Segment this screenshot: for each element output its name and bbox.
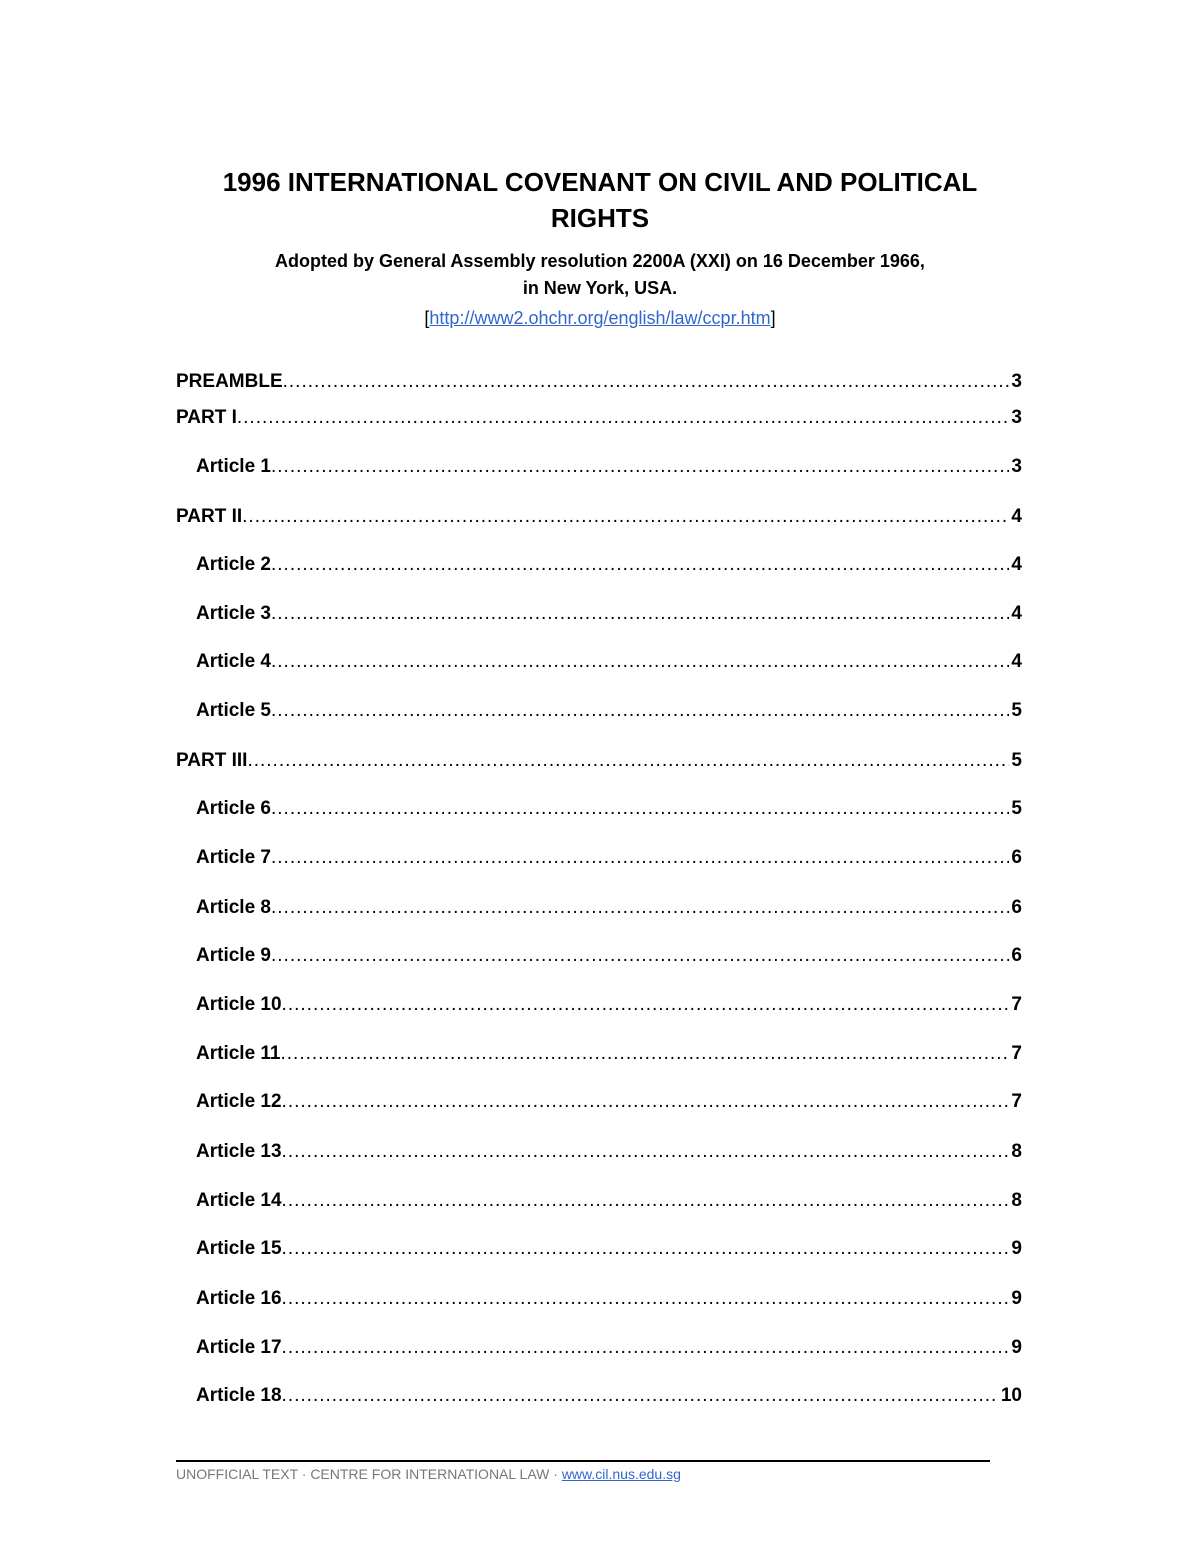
toc-dot-leader: [271, 649, 1009, 675]
toc-entry[interactable]: [176, 943, 1022, 969]
toc-entry-label: Article 14: [196, 1190, 282, 1211]
toc-entry-page-number: 5: [1011, 750, 1022, 771]
toc-entry-label: Article 8: [196, 897, 271, 918]
toc-dot-leader: [242, 504, 1009, 530]
toc-entry[interactable]: [176, 454, 1022, 480]
toc-entry[interactable]: [176, 845, 1022, 871]
footer-text: UNOFFICIAL TEXT · CENTRE FOR INTERNATIONAL LAW ·: [176, 1466, 562, 1482]
toc-entry[interactable]: [176, 1383, 1022, 1409]
toc-dot-leader: [282, 1335, 1010, 1361]
toc-dot-leader: [237, 405, 1010, 431]
toc-entry-label: Article 1: [196, 456, 271, 477]
toc-dot-leader: [281, 1041, 1010, 1067]
page-footer: [176, 1465, 681, 1483]
toc-entry-label: PART I: [176, 407, 237, 428]
toc-entry[interactable]: [176, 649, 1022, 675]
source-close-bracket: ]: [770, 308, 776, 328]
toc-entry-label: Article 13: [196, 1141, 282, 1162]
toc-entry-label: Article 11: [196, 1043, 281, 1064]
toc-entry[interactable]: [176, 405, 1022, 431]
toc-dot-leader: [271, 552, 1009, 578]
toc-entry-page-number: 4: [1011, 506, 1022, 527]
toc-entry-page-number: 9: [1011, 1337, 1022, 1358]
toc-dot-leader: [283, 369, 1010, 395]
toc-entry-label: Article 6: [196, 798, 271, 819]
toc-entry-label: Article 10: [196, 994, 282, 1015]
subtitle-line-1: Adopted by General Assembly resolution 2200A (XXI) on 16 December 1966,: [275, 251, 925, 271]
toc-entry[interactable]: [176, 895, 1022, 921]
toc-dot-leader: [282, 1286, 1010, 1312]
toc-dot-leader: [282, 1089, 1010, 1115]
toc-dot-leader: [271, 943, 1009, 969]
toc-dot-leader: [271, 454, 1009, 480]
toc-dot-leader: [282, 1188, 1010, 1214]
toc-dot-leader: [282, 992, 1010, 1018]
toc-dot-leader: [271, 895, 1009, 921]
toc-entry-label: PART III: [176, 750, 248, 771]
toc-dot-leader: [271, 601, 1009, 627]
toc-entry[interactable]: [176, 992, 1022, 1018]
toc-dot-leader: [271, 796, 1009, 822]
toc-dot-leader: [247, 748, 1009, 774]
toc-entry-page-number: 10: [1000, 1385, 1022, 1406]
toc-entry-label: Article 12: [196, 1091, 282, 1112]
toc-entry-label: Article 15: [196, 1238, 282, 1259]
toc-dot-leader: [282, 1383, 999, 1409]
toc-entry[interactable]: [176, 552, 1022, 578]
toc-entry[interactable]: [176, 1089, 1022, 1115]
toc-entry-page-number: 5: [1011, 798, 1022, 819]
document-title-line-1: 1996 INTERNATIONAL COVENANT ON CIVIL AND POLITICAL: [222, 167, 978, 197]
toc-entry-page-number: 7: [1011, 1043, 1022, 1064]
toc-entry-page-number: 9: [1011, 1288, 1022, 1309]
toc-dot-leader: [282, 1139, 1010, 1165]
subtitle-line-2: in New York, USA.: [522, 278, 678, 298]
toc-entry[interactable]: [176, 796, 1022, 822]
footer-divider: [176, 1460, 990, 1462]
toc-entry-page-number: 4: [1011, 554, 1022, 575]
toc-entry-page-number: 3: [1011, 407, 1022, 428]
toc-entry[interactable]: [176, 1188, 1022, 1214]
toc-dot-leader: [271, 698, 1009, 724]
toc-entry[interactable]: [176, 601, 1022, 627]
toc-entry[interactable]: [176, 1139, 1022, 1165]
toc-entry-label: Article 3: [196, 603, 271, 624]
source-open-bracket: [: [424, 308, 430, 328]
toc-entry[interactable]: [176, 1335, 1022, 1361]
toc-entry-page-number: 6: [1011, 897, 1022, 918]
toc-entry[interactable]: [176, 504, 1022, 530]
document-title-line-2: RIGHTS: [550, 203, 650, 233]
toc-entry[interactable]: [176, 1236, 1022, 1262]
toc-dot-leader: [282, 1236, 1010, 1262]
toc-entry-page-number: 7: [1011, 994, 1022, 1015]
toc-entry-page-number: 3: [1011, 456, 1022, 477]
toc-entry-page-number: 4: [1011, 651, 1022, 672]
toc-entry-page-number: 5: [1011, 700, 1022, 721]
toc-entry-page-number: 9: [1011, 1238, 1022, 1259]
toc-entry-label: Article 4: [196, 651, 271, 672]
footer-link[interactable]: www.cil.nus.edu.sg: [561, 1466, 681, 1482]
toc-entry-page-number: 8: [1011, 1141, 1022, 1162]
toc-entry-label: Article 18: [196, 1385, 282, 1406]
toc-entry-page-number: 6: [1011, 847, 1022, 868]
toc-entry-label: Article 5: [196, 700, 271, 721]
toc-entry-label: PART II: [176, 506, 243, 527]
toc-entry-label: Article 16: [196, 1288, 282, 1309]
source-link[interactable]: http://www2.ohchr.org/english/law/ccpr.htm: [429, 308, 771, 328]
toc-entry-page-number: 8: [1011, 1190, 1022, 1211]
toc-entry-label: PREAMBLE: [176, 371, 283, 392]
toc-entry-label: Article 17: [196, 1337, 282, 1358]
toc-entry-label: Article 7: [196, 847, 271, 868]
toc-entry-page-number: 4: [1011, 603, 1022, 624]
toc-entry[interactable]: [176, 1041, 1022, 1067]
toc-entry-page-number: 3: [1011, 371, 1022, 392]
toc-entry-page-number: 7: [1011, 1091, 1022, 1112]
toc-entry[interactable]: [176, 748, 1022, 774]
toc-entry-page-number: 6: [1011, 945, 1022, 966]
toc-entry-label: Article 2: [196, 554, 271, 575]
toc-entry-label: Article 9: [196, 945, 271, 966]
toc-dot-leader: [271, 845, 1009, 871]
toc-entry[interactable]: [176, 369, 1022, 395]
toc-entry[interactable]: [176, 1286, 1022, 1312]
table-of-contents: [176, 0, 1022, 1440]
toc-entry[interactable]: [176, 698, 1022, 724]
